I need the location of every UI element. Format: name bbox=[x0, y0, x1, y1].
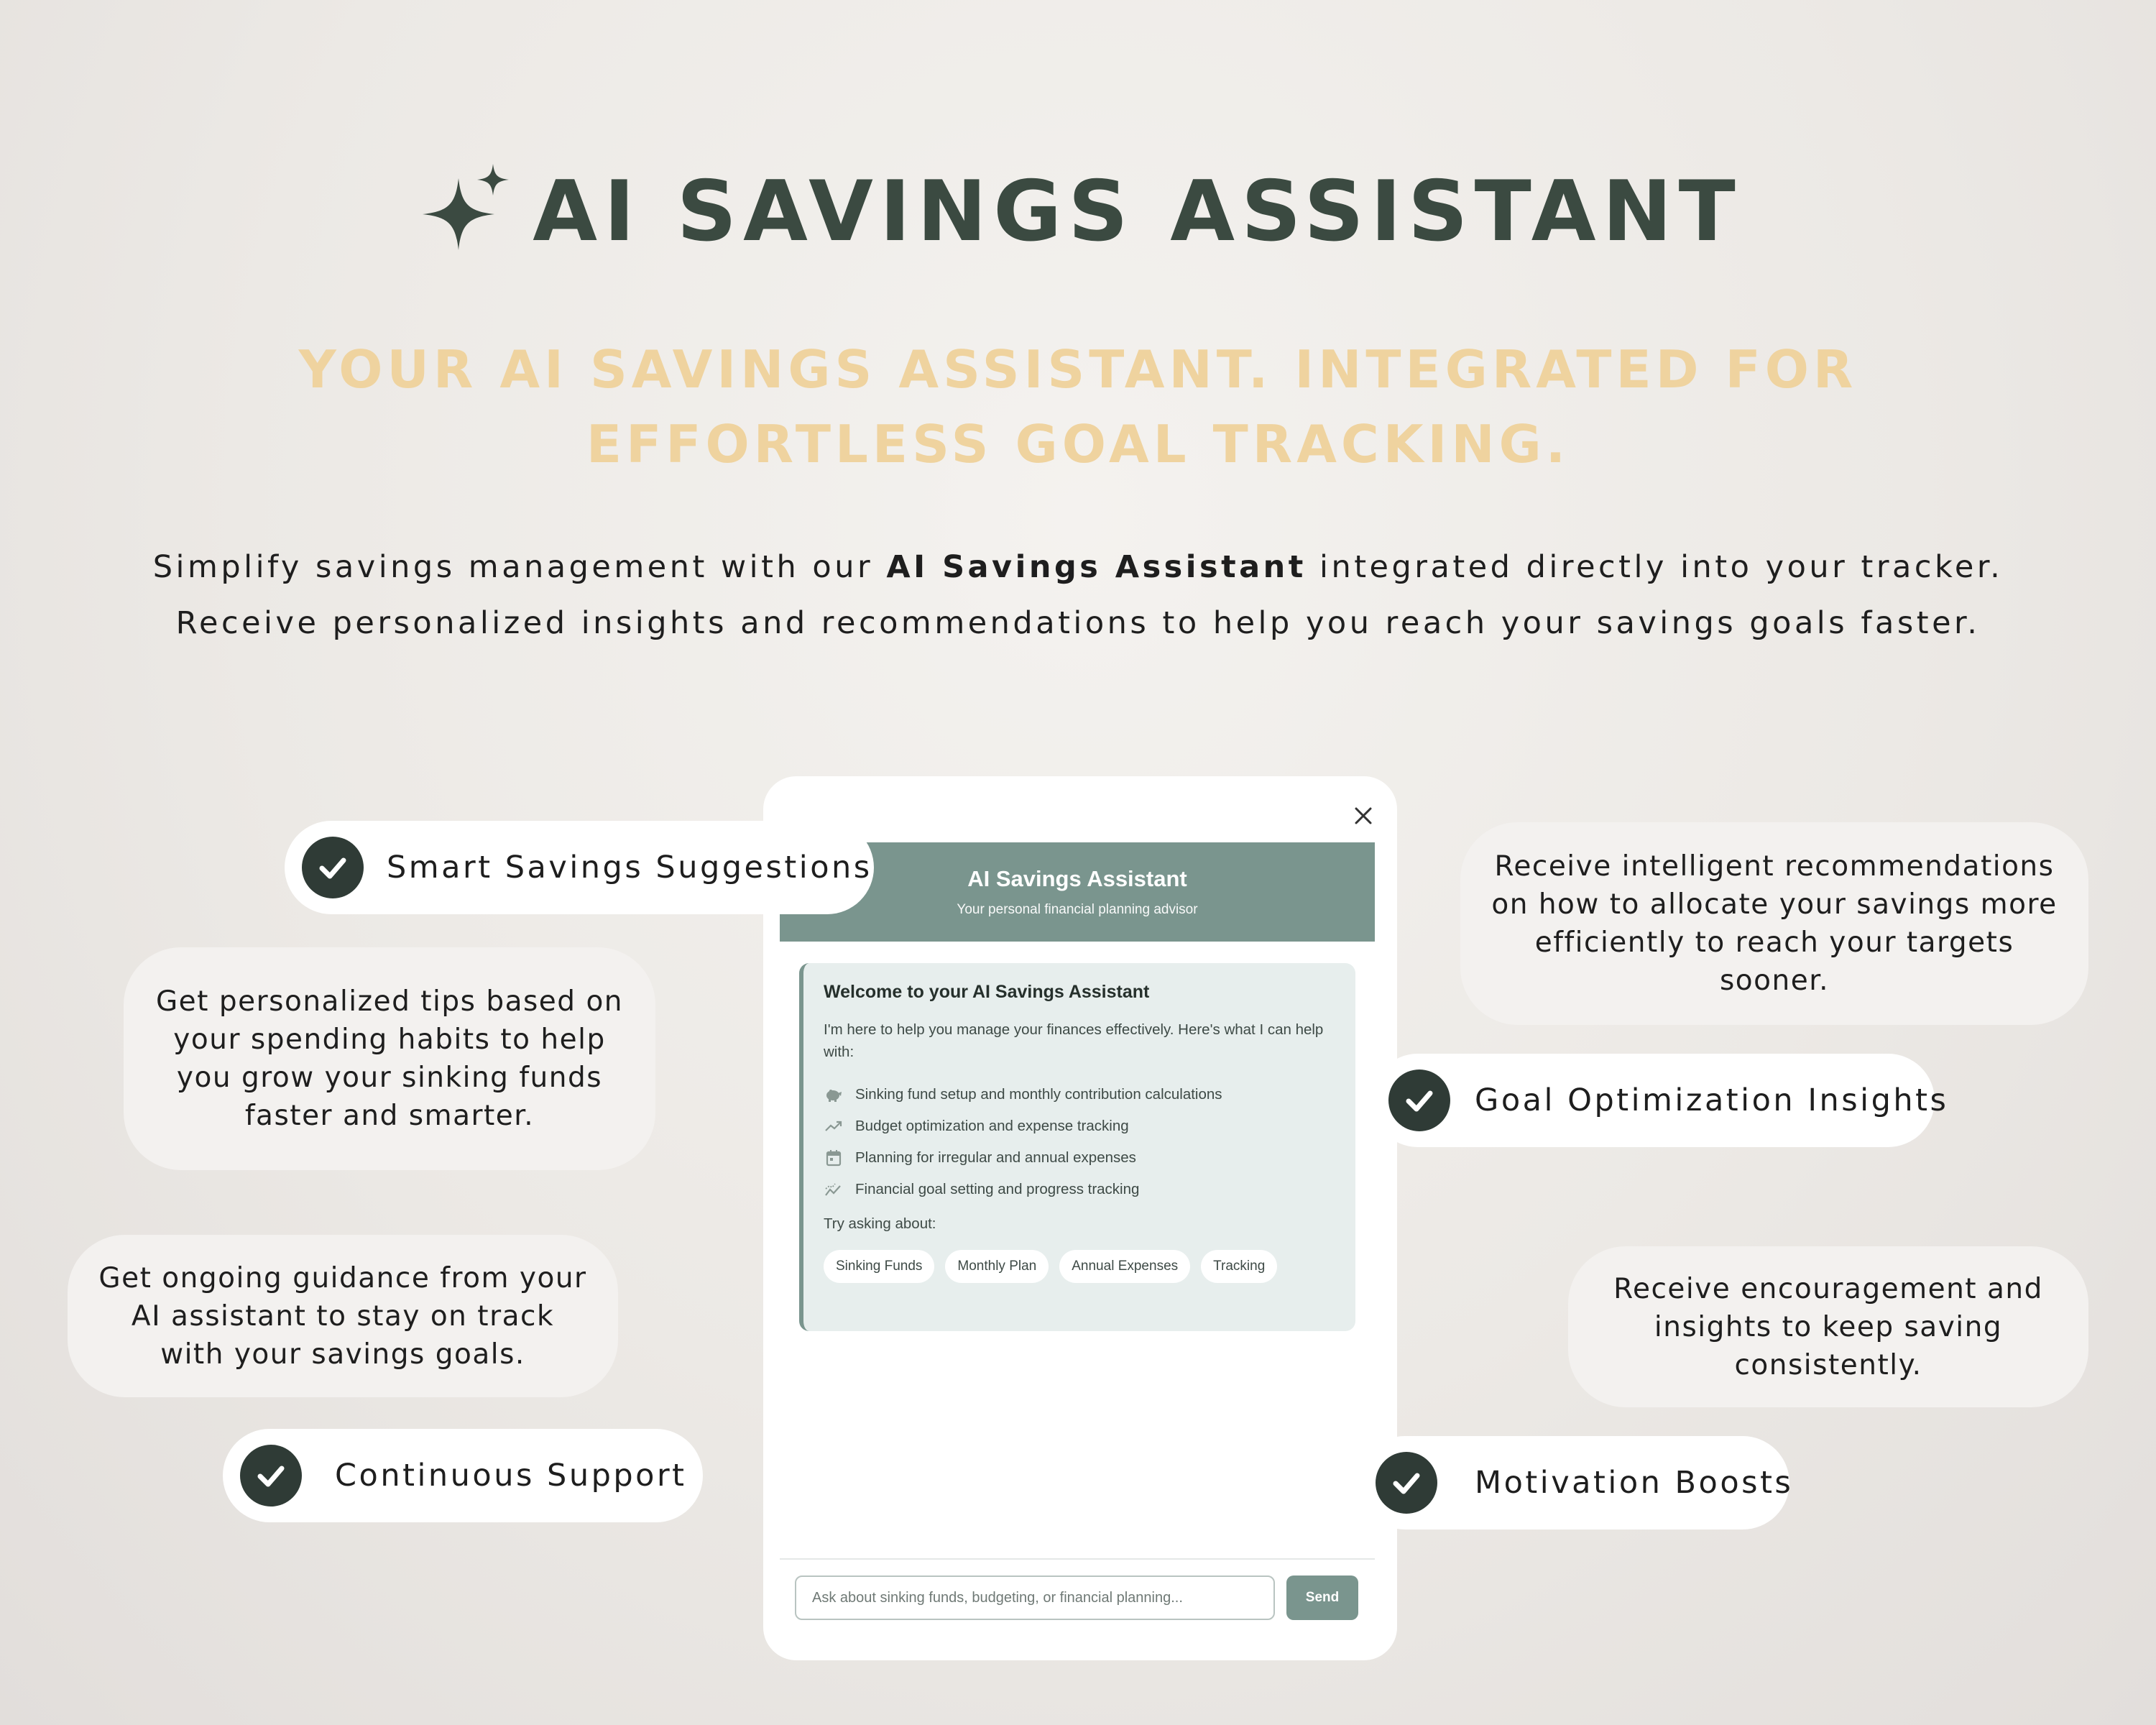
intro-highlight: AI Savings Assistant bbox=[886, 549, 1307, 585]
feature-label: Smart Savings Suggestions bbox=[387, 850, 872, 886]
intro-text bbox=[108, 539, 2048, 651]
page-title: AI SAVINGS ASSISTANT bbox=[533, 163, 1742, 260]
help-item-label: Financial goal setting and progress tracking bbox=[855, 1181, 1140, 1197]
check-icon bbox=[1376, 1452, 1437, 1514]
help-item bbox=[824, 1110, 1335, 1142]
try-asking-label: Try asking about: bbox=[824, 1215, 936, 1232]
help-item bbox=[824, 1079, 1335, 1110]
suggestion-chip-sinking-funds[interactable]: Sinking Funds bbox=[824, 1250, 934, 1283]
smart-savings-description: Get personalized tips based on your spending habits to help you grow your sinking funds faster and smarter. bbox=[124, 947, 655, 1170]
help-list bbox=[824, 1079, 1335, 1205]
suggestion-chip-tracking[interactable]: Tracking bbox=[1201, 1250, 1277, 1283]
progress-chart-icon bbox=[824, 1179, 844, 1200]
piggy-bank-icon bbox=[824, 1085, 844, 1105]
help-item-label: Sinking fund setup and monthly contribution calculations bbox=[855, 1086, 1222, 1103]
suggestion-chip-monthly-plan[interactable]: Monthly Plan bbox=[945, 1250, 1049, 1283]
trending-up-icon bbox=[824, 1116, 844, 1136]
help-item-label: Budget optimization and expense tracking bbox=[855, 1118, 1129, 1134]
input-divider bbox=[780, 1558, 1375, 1560]
help-item-label: Planning for irregular and annual expenses bbox=[855, 1149, 1136, 1166]
welcome-message bbox=[799, 963, 1355, 1331]
chat-title: AI Savings Assistant bbox=[967, 866, 1187, 891]
close-icon bbox=[1354, 806, 1373, 825]
sparkle-icon bbox=[414, 164, 518, 268]
continuous-support-description: Get ongoing guidance from your AI assistant to stay on track with your savings goals. bbox=[68, 1235, 618, 1397]
feature-pill-goal-optimization bbox=[1371, 1054, 1949, 1147]
title-row bbox=[0, 151, 2156, 273]
chat-subtitle: Your personal financial planning advisor bbox=[957, 902, 1198, 917]
close-button[interactable] bbox=[1345, 798, 1381, 834]
intro-line-2: Receive personalized insights and recommendations to help you reach your savings goals faster. bbox=[175, 605, 1981, 641]
feature-label: Goal Optimization Insights bbox=[1475, 1082, 1949, 1118]
welcome-title: Welcome to your AI Savings Assistant bbox=[824, 982, 1150, 1002]
page-subtitle: YOUR AI SAVINGS ASSISTANT. INTEGRATED FOR EFFORTLESS GOAL TRACKING. bbox=[298, 339, 1858, 474]
feature-pill-smart-savings bbox=[285, 821, 874, 914]
check-icon bbox=[240, 1445, 302, 1506]
send-button[interactable]: Send bbox=[1286, 1576, 1358, 1620]
feature-pill-continuous-support bbox=[223, 1429, 703, 1522]
check-icon bbox=[302, 837, 364, 898]
intro-line-1: Simplify savings management with our AI Savings Assistant integrated directly into your tracker. bbox=[152, 549, 2004, 585]
calendar-icon bbox=[824, 1148, 844, 1168]
help-item bbox=[824, 1142, 1335, 1174]
feature-pill-motivation bbox=[1358, 1436, 1794, 1530]
chat-input[interactable] bbox=[795, 1576, 1275, 1620]
check-icon bbox=[1388, 1070, 1450, 1131]
help-item bbox=[824, 1174, 1335, 1205]
suggestion-chip-annual-expenses[interactable]: Annual Expenses bbox=[1059, 1250, 1190, 1283]
goal-optimization-description: Receive intelligent recommendations on how to allocate your savings more efficiently to reach your targets sooner. bbox=[1460, 822, 2088, 1025]
welcome-intro: I'm here to help you manage your finances effectively. Here's what I can help with: bbox=[824, 1021, 1324, 1060]
suggestion-chips bbox=[824, 1250, 1335, 1283]
feature-label: Motivation Boosts bbox=[1475, 1465, 1794, 1501]
motivation-description: Receive encouragement and insights to keep saving consistently. bbox=[1568, 1246, 2088, 1407]
feature-label: Continuous Support bbox=[335, 1458, 687, 1494]
